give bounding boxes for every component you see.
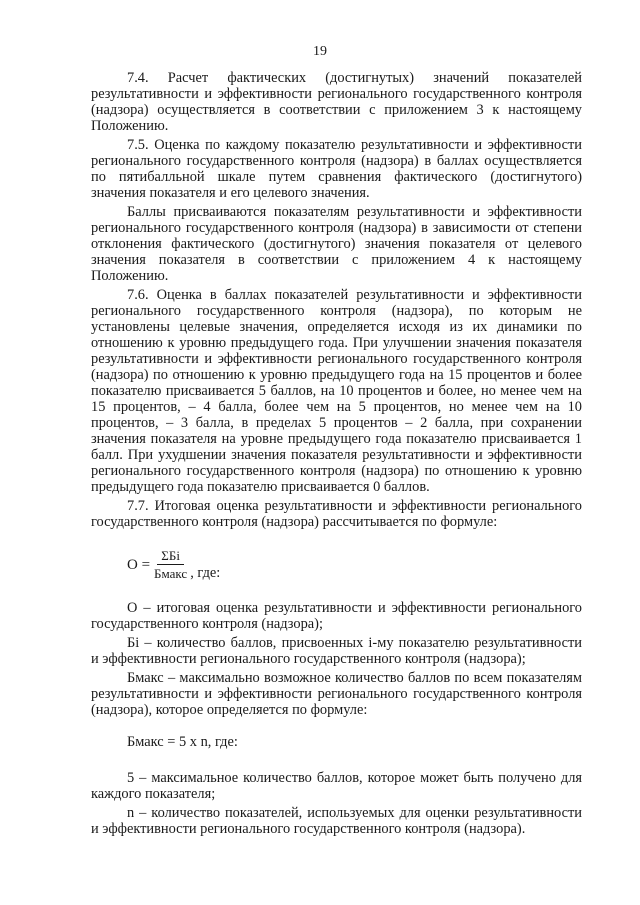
formula-numerator: ΣБi <box>157 549 184 565</box>
definition-bi: Бi – количество баллов, присвоенных i-му показателю результативности и эффективности регионального государственного контроля (надзора); <box>91 635 582 667</box>
formula-lhs: О = <box>127 557 151 573</box>
definition-five: 5 – максимальное количество баллов, которое может быть получено для каждого показателя; <box>91 770 582 802</box>
paragraph-7-4: 7.4. Расчет фактических (достигнутых) значений показателей результативности и эффективности регионального государственного контроля (надзора) осуществляется в соответствии с приложением 3 к настоящему Положению. <box>91 70 582 134</box>
paragraph-7-6: 7.6. Оценка в баллах показателей результативности и эффективности регионального государственного контроля (надзора), по которым не установлены целевые значения, определяется исходя из их динамики по отношению к уровню предыдущего года. При улучшении значения показателя результативности и эффективности регионального государственного контроля (надзора) по отношению к уровню предыдущего года на 15 процентов и более показателю присваивается 5 баллов, на 10 процентов и более, но менее чем на 15 процентов, – 4 балла, более чем на 5 процентов, но менее чем на 10 процентов, – 3 балла, в пределах 5 процентов – 2 балла, при сохранении значения показателя на уровне предыдущего года показателю присваивается 1 балл. При ухудшении значения показателя результативности и эффективности регионального государственного контроля (надзора) по отношению к уровню предыдущего года показателю присваивается 0 баллов. <box>91 287 582 495</box>
definition-n: n – количество показателей, используемых для оценки результативности и эффективности регионального государственного контроля (надзора). <box>91 805 582 837</box>
formula-max-score: Бмакс = 5 х n, где: <box>127 734 238 750</box>
formula-tail: , где: <box>190 565 221 581</box>
page-number: 19 <box>313 44 327 59</box>
definition-o: О – итоговая оценка результативности и эффективности регионального государственного контроля (надзора); <box>91 600 582 632</box>
definition-bmax: Бмакс – максимально возможное количество баллов по всем показателям результативности и эффективности регионального государственного контроля (надзора), которое определяется по формуле: <box>91 670 582 718</box>
paragraph-7-7: 7.7. Итоговая оценка результативности и эффективности регионального государственного контроля (надзора) рассчитывается по формуле: <box>91 498 582 530</box>
formula-fraction <box>154 549 187 581</box>
formula-denominator: Бмакс <box>154 566 188 581</box>
paragraph-7-5: 7.5. Оценка по каждому показателю результативности и эффективности регионального государственного контроля (надзора) в баллах осуществляется по пятибалльной шкале путем сравнения фактического (достигнутого) значения показателя и его целевого значения. <box>91 137 582 201</box>
paragraph-scores: Баллы присваиваются показателям результативности и эффективности регионального государственного контроля (надзора) в зависимости от степени отклонения фактического (достигнутого) значения показателя от целевого значения показателя в соответствии с приложением 4 к настоящему Положению. <box>91 204 582 284</box>
formula-total-score <box>127 548 582 582</box>
document-body <box>91 70 582 840</box>
